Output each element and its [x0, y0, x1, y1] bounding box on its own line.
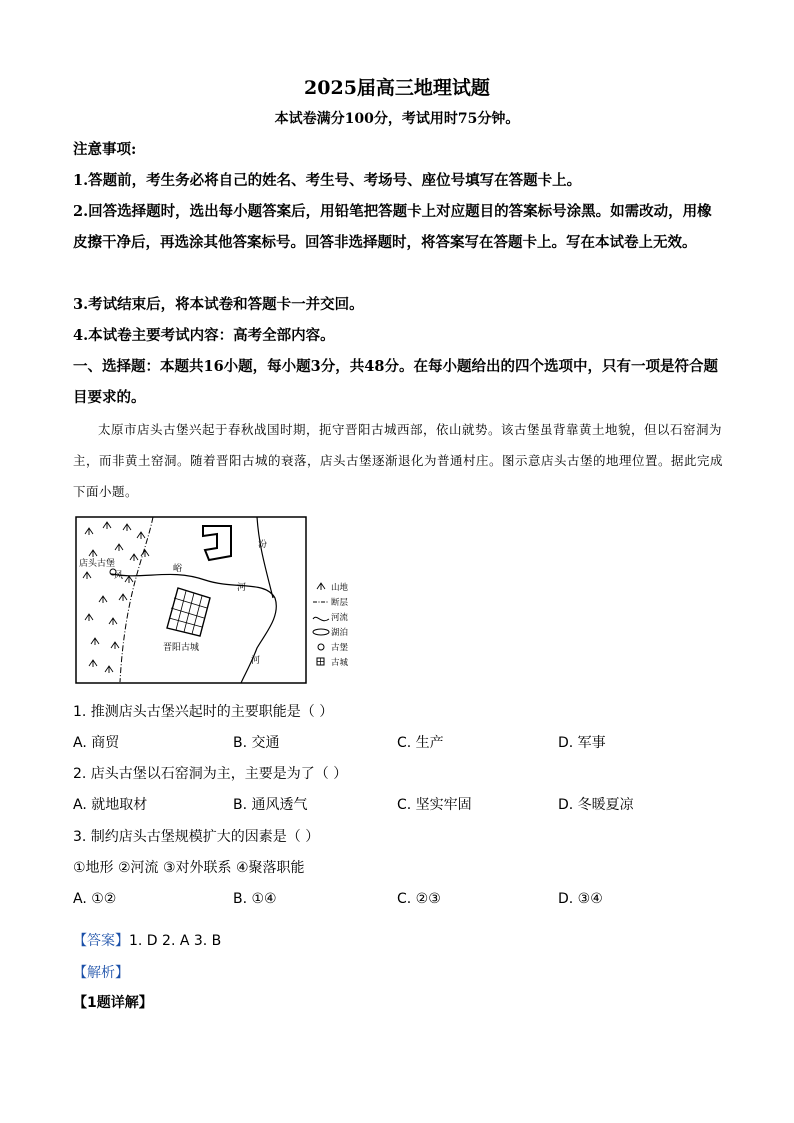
q1-option-b[interactable]: B. 交通 — [233, 735, 280, 751]
question-3-factors: ①地形 ②河流 ③对外联系 ④聚落职能 — [73, 860, 305, 876]
q2-option-c[interactable]: C. 坚实牢固 — [397, 797, 472, 813]
location-map — [75, 516, 365, 684]
notice-item-3: 3.考试结束后，将本试卷和答题卡一并交回。 — [73, 296, 364, 313]
answer-line — [73, 930, 221, 950]
q2-option-a[interactable]: A. 就地取材 — [73, 797, 148, 813]
q2-option-d[interactable]: D. 冬暖夏凉 — [558, 797, 634, 813]
question-3-stem: 3. 制约店头古堡规模扩大的因素是（ ） — [73, 829, 320, 845]
analysis-line — [73, 962, 129, 982]
map-label-city: 晋阳古城 — [163, 643, 200, 653]
legend-fort: 古堡 — [331, 643, 349, 653]
q3-option-c[interactable]: C. ②③ — [397, 891, 441, 907]
answer-values: 1. D 2. A 3. B — [129, 933, 222, 949]
legend-lake-icon — [313, 629, 329, 635]
legend-fault: 断层 — [331, 598, 349, 608]
answer-tag: 【答案】 — [73, 933, 129, 949]
notice-item-2: 2.回答选择题时，选出每小题答案后，用铅笔把答题卡上对应题目的答案标号涂黑。如需改动，用橡皮擦干净后，再选涂其他答案标号。回答非选择题时，将答案写在答题卡上。写在本试卷上无效。 — [73, 203, 712, 251]
question-1-stem: 1. 推测店头古堡兴起时的主要职能是（ ） — [73, 704, 334, 720]
legend-city: 古城 — [331, 658, 349, 668]
map-frame — [76, 517, 306, 683]
map-label-yu: 峪 — [173, 564, 183, 574]
legend-lake: 湖泊 — [331, 628, 349, 638]
legend-mountain-icon — [317, 583, 325, 590]
detail-tag: 【1题详解】 — [73, 995, 153, 1011]
section-heading: 一、选择题：本题共16小题，每小题3分，共48分。在每小题给出的四个选项中，只有一项是符合题目要求的。 — [73, 358, 718, 406]
reading-passage: 太原市店头古堡兴起于春秋战国时期，扼守晋阳古城西部，依山就势。该古堡虽背靠黄土地貌，但以石窑洞为主，而非黄土窑洞。随着晋阳古城的衰落，店头古堡逐渐退化为普通村庄。图示意店头古堡的地理位置。据此完成下面小题。 — [73, 422, 724, 499]
question-2-stem: 2. 店头古堡以石窑洞为主，主要是为了（ ） — [73, 766, 348, 782]
q3-option-d[interactable]: D. ③④ — [558, 891, 603, 907]
q3-option-b[interactable]: B. ①④ — [233, 891, 277, 907]
map-label-fen: 汾 — [258, 540, 268, 550]
detail-line — [73, 992, 153, 1012]
map-label-he1: 河 — [237, 583, 247, 593]
legend-fort-icon — [318, 644, 324, 650]
notice-item-1: 1.答题前，考生务必将自己的姓名、考生号、考场号、座位号填写在答题卡上。 — [73, 172, 582, 189]
legend-river: 河流 — [331, 613, 349, 623]
exam-subtitle: 本试卷满分100分，考试用时75分钟。 — [274, 111, 520, 127]
exam-title: 2025届高三地理试题 — [304, 77, 490, 99]
map-legend — [313, 582, 349, 668]
map-label-fort: 店头古堡 — [79, 559, 116, 569]
legend-river-icon — [313, 617, 329, 620]
legend-mountain: 山地 — [331, 583, 349, 593]
map-label-feng: 风 — [114, 571, 124, 581]
analysis-tag: 【解析】 — [73, 965, 129, 981]
notice-item-4: 4.本试卷主要考试内容：高考全部内容。 — [73, 327, 335, 344]
q3-option-a[interactable]: A. ①② — [73, 891, 117, 907]
q1-option-a[interactable]: A. 商贸 — [73, 735, 120, 751]
q2-option-b[interactable]: B. 通风透气 — [233, 797, 308, 813]
notice-heading: 注意事项: — [73, 141, 137, 158]
q1-option-d[interactable]: D. 军事 — [558, 735, 606, 751]
map-label-he2: 河 — [251, 656, 261, 666]
q1-option-c[interactable]: C. 生产 — [397, 735, 444, 751]
